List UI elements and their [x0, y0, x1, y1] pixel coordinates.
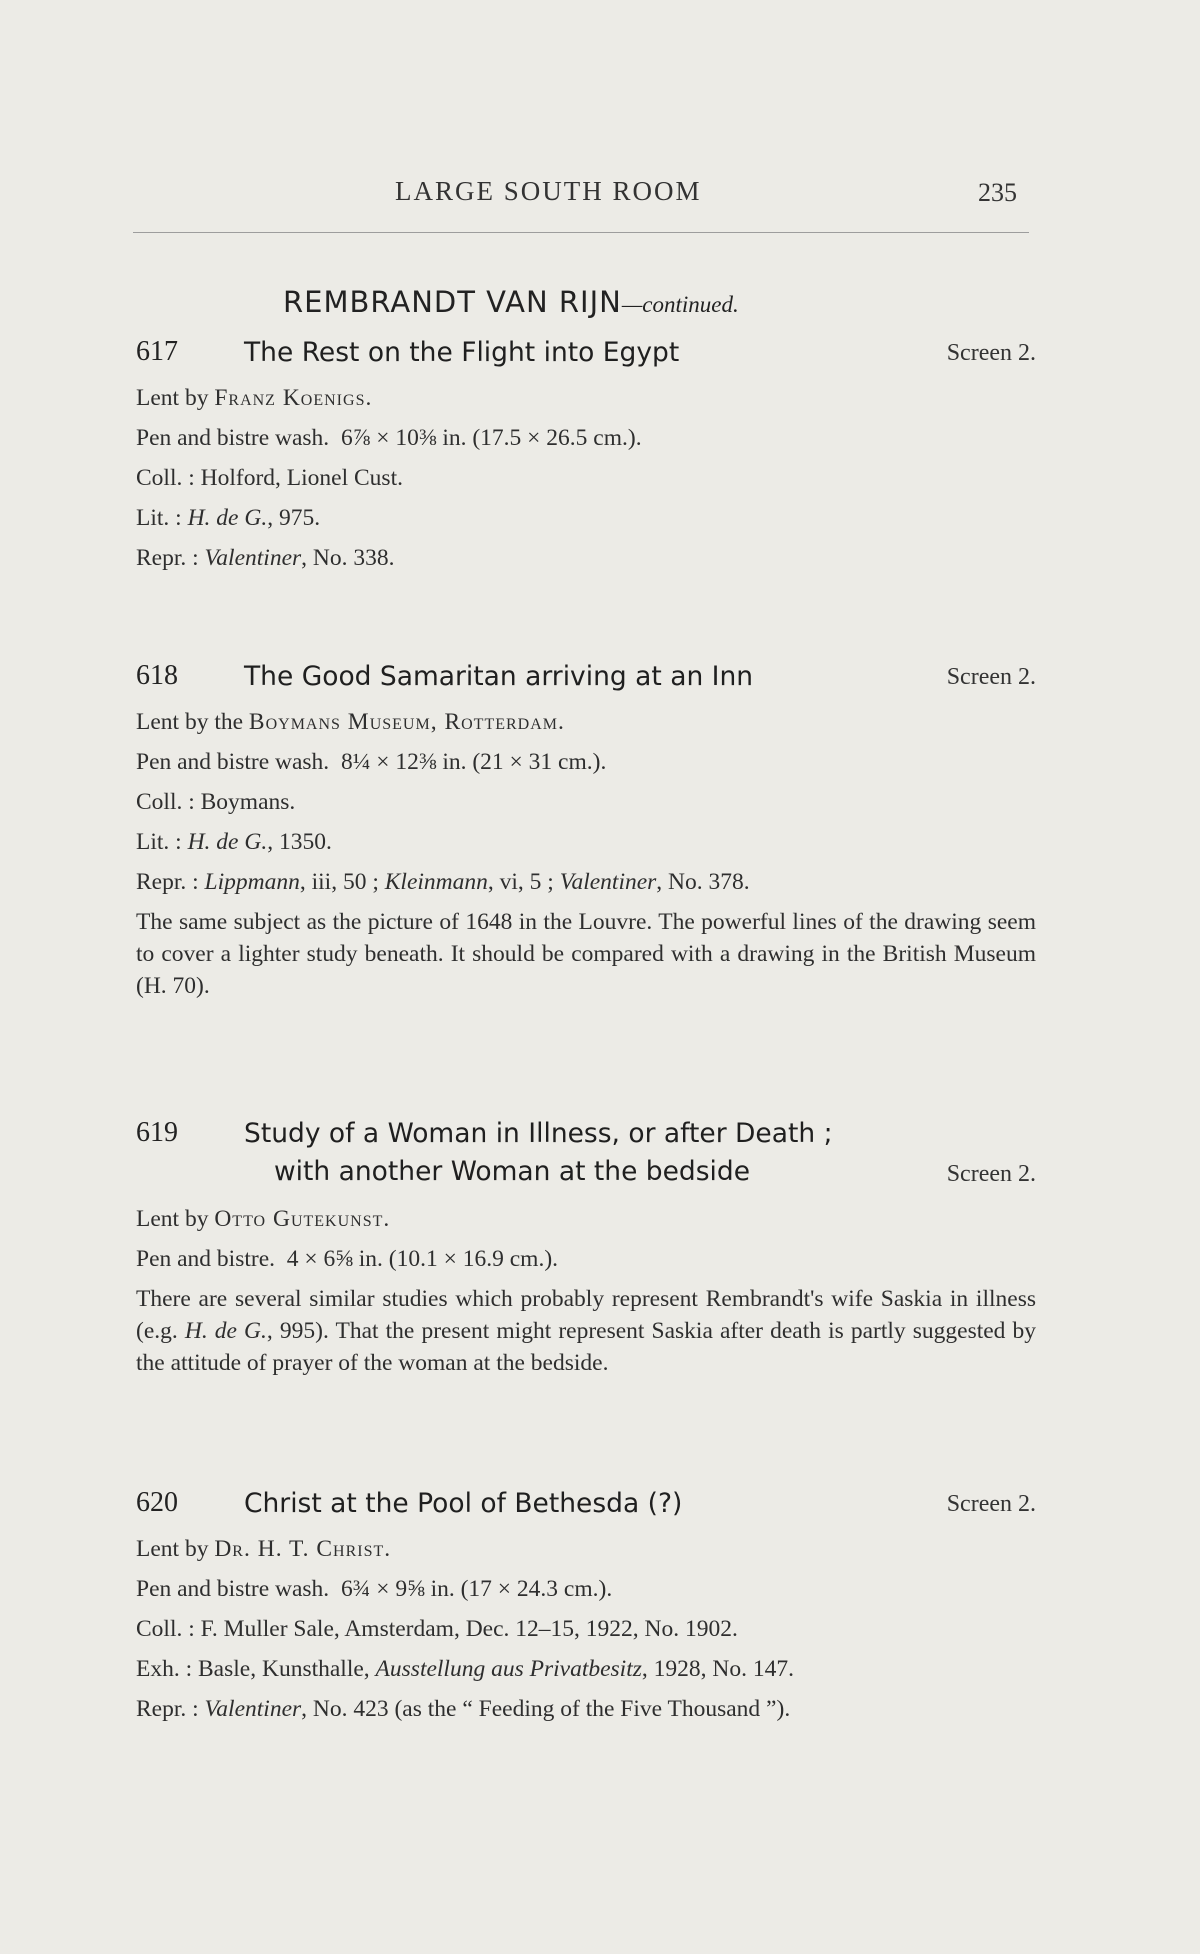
screen-location: Screen 2. — [946, 664, 1036, 690]
entry-heading — [136, 334, 1036, 378]
entry-title-line-1: Study of a Woman in Illness, or after Death ; — [244, 1118, 833, 1149]
dimensions: 8¼ × 12⅜ in. (21 × 31 cm.). — [340, 749, 607, 775]
reproduction-line: Repr. : Valentiner, No. 423 (as the “ Feeding of the Five Thousand ”). — [136, 1696, 791, 1722]
screen-location: Screen 2. — [946, 340, 1036, 366]
catalogue-entry-617 — [136, 334, 1036, 578]
entry-number: 617 — [136, 336, 178, 367]
entry-title: Christ at the Pool of Bethesda (?) — [244, 1488, 683, 1519]
entry-number: 620 — [136, 1487, 178, 1518]
collection-line: Coll. : Holford, Lionel Cust. — [136, 465, 403, 491]
collection-line: Coll. : Boymans. — [136, 789, 296, 815]
entry-note: The same subject as the picture of 1648 in the Louvre. The powerful lines of the drawing seem to cover a lighter study beneath. It should be compared with a drawing in the British Museum (H. 70). — [136, 909, 1036, 999]
running-head-title: LARGE SOUTH ROOM — [395, 176, 702, 206]
screen-location: Screen 2. — [946, 1161, 1036, 1187]
lender-line: Lent by Otto Gutekunst. — [136, 1206, 391, 1232]
reproduction-line: Repr. : Valentiner, No. 338. — [136, 545, 395, 571]
screen-location: Screen 2. — [946, 1491, 1036, 1517]
catalogue-entry-618 — [136, 658, 1036, 1002]
medium-line: Pen and bistre. 4 × 6⅝ in. (10.1 × 16.9 cm.). — [136, 1246, 559, 1272]
lender-name: Boymans Museum, Rotterdam. — [248, 709, 565, 735]
medium-line: Pen and bistre wash. 8¼ × 12⅜ in. (21 × 31 cm.). — [136, 749, 607, 775]
entry-heading — [136, 1485, 1036, 1529]
continued-label: —continued. — [621, 292, 739, 317]
dimensions: 6¾ × 9⅝ in. (17 × 24.3 cm.). — [340, 1576, 613, 1602]
lender-line: Lent by Dr. H. T. Christ. — [136, 1536, 392, 1562]
catalogue-entry-619 — [136, 1115, 1036, 1379]
entry-heading — [136, 1115, 1036, 1199]
header-rule — [133, 232, 1029, 233]
entry-heading — [136, 658, 1036, 702]
entry-title-line-2: with another Woman at the bedside — [274, 1156, 751, 1187]
dimensions: 6⅞ × 10⅜ in. (17.5 × 26.5 cm.). — [340, 425, 642, 451]
collection-line: Coll. : F. Muller Sale, Amsterdam, Dec. 12–15, 1922, No. 1902. — [136, 1616, 738, 1642]
section-title — [283, 285, 739, 319]
entry-title: The Rest on the Flight into Egypt — [244, 337, 680, 368]
medium-line: Pen and bistre wash. 6⅞ × 10⅜ in. (17.5 × 26.5 cm.). — [136, 425, 642, 451]
lender-name: Otto Gutekunst. — [214, 1206, 391, 1232]
entry-title: The Good Samaritan arriving at an Inn — [244, 661, 754, 692]
lender-line: Lent by the Boymans Museum, Rotterdam. — [136, 709, 565, 735]
reproduction-line: Repr. : Lippmann, iii, 50 ; Kleinmann, vi, 5 ; Valentiner, No. 378. — [136, 869, 750, 895]
page-number: 235 — [978, 178, 1017, 207]
artist-name: REMBRANDT VAN RIJN — [283, 285, 622, 319]
medium-line: Pen and bistre wash. 6¾ × 9⅝ in. (17 × 24.3 cm.). — [136, 1576, 613, 1602]
entry-number: 618 — [136, 660, 178, 691]
entry-title — [244, 1115, 1034, 1191]
lender-line: Lent by Franz Koenigs. — [136, 385, 373, 411]
literature-line: Lit. : H. de G., 1350. — [136, 829, 332, 855]
literature-line: Lit. : H. de G., 975. — [136, 505, 321, 531]
lender-name: Franz Koenigs. — [214, 385, 373, 411]
entry-number: 619 — [136, 1117, 178, 1148]
catalogue-entry-620 — [136, 1485, 1036, 1729]
dimensions: 4 × 6⅝ in. (10.1 × 16.9 cm.). — [286, 1246, 559, 1272]
entry-note: There are several similar studies which probably represent Rembrandt's wife Saskia in illness (e.g. H. de G., 995). That the present might represent Saskia after death is partly suggested by the attitude of prayer of the woman at the bedside. — [136, 1286, 1037, 1376]
exhibition-line: Exh. : Basle, Kunsthalle, Ausstellung aus Privatbesitz, 1928, No. 147. — [136, 1656, 794, 1682]
lender-name: Dr. H. T. Christ. — [214, 1536, 392, 1562]
